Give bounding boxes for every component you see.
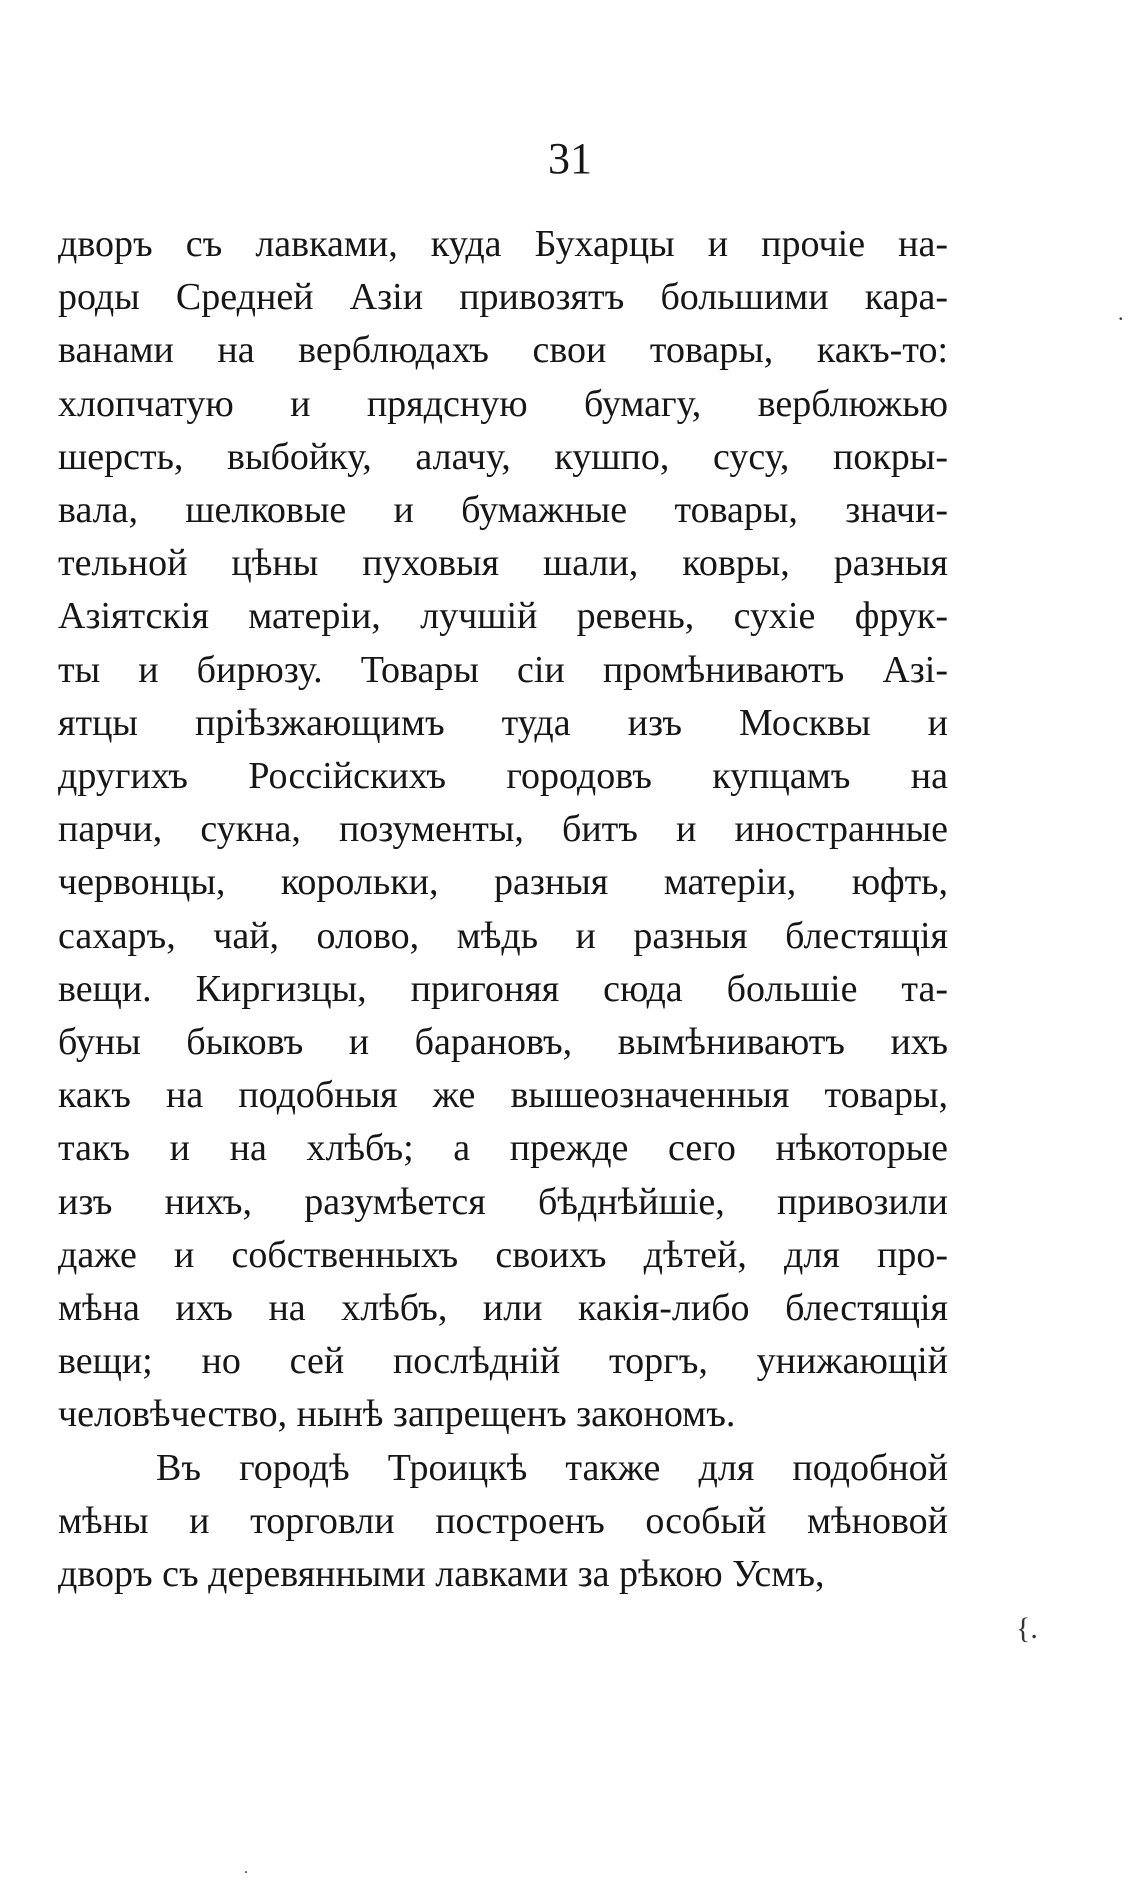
page-number: 31 (548, 134, 592, 183)
margin-mark: {. (1016, 1612, 1038, 1645)
text-line: ванами на верблюдахъ свои товары, какъ-то: (58, 329, 948, 372)
text-line: буны быковъ и барановъ, вымѣниваютъ ихъ (58, 1021, 948, 1064)
text-line: тельной цѣны пуховыя шали, ковры, разныя (58, 542, 948, 585)
text-line: парчи, сукна, позументы, битъ и иностранные (58, 808, 948, 851)
text-line: шерсть, выбойку, алачу, кушпо, сусу, покры- (58, 435, 948, 478)
text-line: сахаръ, чай, олово, мѣдь и разныя блестящія (58, 914, 948, 957)
text-line: мѣна ихъ на хлѣбъ, или какія-либо блестящія (58, 1287, 948, 1330)
margin-mark: . (1118, 300, 1124, 325)
text-line: вала, шелковые и бумажные товары, значи- (58, 489, 948, 532)
text-line: даже и собственныхъ своихъ дѣтей, для про- (58, 1233, 948, 1276)
text-line: хлопчатую и прядсную бумагу, верблюжью (58, 382, 948, 425)
text-line: вещи. Киргизцы, пригоняя сюда большіе та- (58, 967, 948, 1010)
text-line: дворъ съ лавками, куда Бухарцы и прочіе на- (58, 223, 948, 265)
text-line: Азіятскія матеріи, лучшій ревень, сухіе фрук- (58, 595, 948, 638)
text-line: человѣчество, нынѣ запрещенъ закономъ. (58, 1393, 736, 1436)
text-line: другихъ Россійскихъ городовъ купцамъ на (58, 755, 948, 798)
text-line: дворъ съ деревянными лавками за рѣкою Усмъ, (58, 1553, 825, 1596)
body-text (58, 218, 948, 1601)
text-line: ты и бирюзу. Товары сіи промѣниваютъ Азі- (58, 648, 948, 691)
text-line: такъ и на хлѣбъ; а прежде сего нѣкоторые (58, 1127, 948, 1170)
text-line: червонцы, корольки, разныя матеріи, юфть, (58, 861, 948, 904)
text-line: ятцы пріѣзжающимъ туда изъ Москвы и (58, 701, 948, 744)
margin-mark: . (244, 1860, 248, 1877)
text-line: мѣны и торговли построенъ особый мѣновой (58, 1499, 948, 1542)
text-line: Въ городѣ Троицкѣ также для подобной (156, 1446, 948, 1489)
text-line: какъ на подобныя же вышеозначенныя товары, (58, 1074, 948, 1117)
text-line: изъ нихъ, разумѣется бѣднѣйшіе, привозили (58, 1180, 948, 1223)
text-line: вещи; но сей послѣдній торгъ, унижающій (58, 1340, 948, 1383)
text-line: роды Средней Азіи привозятъ большими кара- (58, 276, 948, 319)
